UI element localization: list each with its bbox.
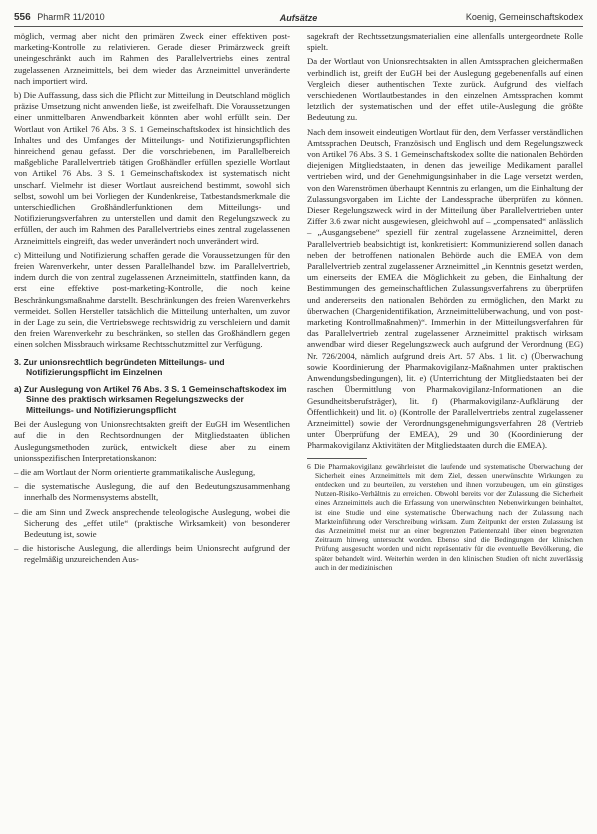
footnote-rule [307, 458, 367, 459]
left-column [14, 31, 290, 569]
paragraph: sagekraft der Rechtssetzungsmaterialien eine allenfalls untergeordnete Rolle spielt. [307, 31, 583, 53]
right-column [307, 31, 583, 572]
footnote: 6 Die Pharmakovigilanz gewährleistet die laufende und systematische Überwachung der Sicherheit eines Arzneimittels mit dem Ziel, dessen unerwünschte Wirkungen zu entdecken und zu beurteilen, zu verstehen und ihnen vorzubeugen, um ein günstiges Nutzen-Risiko-Verhältnis zu erreichen. Obwohl bereits vor der Zulassung die Sicherheit eines Arzneimittels auch die Erfassung von unerwünschten Nebenwirkungen beinhaltet, ist eine Studie und eine systematische Überwachung nach der Zulassung nach Markteinführung oder Verschreibung wirksam. Zum Zeitpunkt der ersten Zulassung ist das Arzneimittel meist nur an einer begrenzten Patientenzahl über einen begrenzten Zeitraum hinweg untersucht worden. Ebenso sind die Bedingungen der klinischen Prüfung ausgesucht worden und nicht repräsentativ für die eventuelle Bevölkerung, die später behandelt wird. Weiterhin werden in den klinischen Studien oft nicht zuverlässig auch in der medizinischen [307, 461, 583, 572]
list-item: – die am Wortlaut der Norm orientierte grammatikalische Auslegung, [14, 467, 256, 477]
paragraph: c) Mitteilung und Notifizierung schaffen gerade die Voraussetzungen für den freien Warenverkehr, unter dessen Parallelhandel bzw. im Parallelvertrieb, indem durch die von zentral zugelassenen Arzneimitteln, stattfinden kann, da erst eine effektive post-marketing-Kontrolle, die noch keine Beschränkungsmaßnahme darstellt. Beschränkungen des freien Warenverkehrs vermeidet. Sollen Hersteller tatsächlich die Mitteilung unterhalten, um zuvor in der Lage zu sein, die Vertriebswege rechtswidrig zu verschleiern und damit den freien Warenverkehr zu beschränken, so stellen das Großhändlern gegen einen solchen Missbrauch wirksame Rechtsschutzmittel zur Verfügung. [14, 249, 290, 350]
page-number: 556 [14, 12, 31, 23]
paragraph: b) Die Auffassung, dass sich die Pflicht zur Mitteilung in Deutschland möglich präzise Umsetzung nicht anwenden ließe, ist zweifelhaft. Die Voraussetzungen einer unmittelbaren Anwendbarkeit könnten aber wohl erfüllt sein. Der Wortlaut von Artikel 76 Abs. 3 S. 1 Gemeinschaftskodex ist hinsichtlich des Inhaltes und des Umfanges der Mitteilungs- und Notifizierungspflichten hinreichend genau gefasst. Der die vorschriebenen, im Parallelbereich maßgebliche Parallelvertrieb tätigen Großhändler erfüllen spezielle Wortlaut von Artikel 76 Abs. 3 S. 1 Gemeinschaftskodex ist systematisch nicht unscharf. Vielmehr ist dieser Wortlaut ausreichend bestimmt, sowohl sich selbst, sowohl um bei Vorliegen der Kundenkreise, Tatbestandsmerkmale die unterschiedlichen Großhändlerfunktionen dem Mitteilungs- und Notifizierungsverfahren zu unterstellen und damit den Regelungszweck zu erfüllen, der auch im Rahmen des Parallelvertriebs eines zentral zugelassenen Arzneimittels eingreift, das weder unverändert noch unverändert wird. [14, 90, 290, 246]
journal-issue: PharmR 11/2010 [37, 12, 105, 22]
page-header [14, 9, 583, 31]
section-title: Aufsätze [279, 13, 318, 23]
interpretation-list [14, 467, 290, 566]
header-rule [14, 26, 583, 27]
paragraph: Da der Wortlaut von Unionsrechtsakten in allen Amtssprachen gleichermaßen verbindlich ist, greift der EuGH bei der Auslegung gegebenenfalls auf einen Vergleich dieser authentischen Texte zurück. Aufgrund des vielfach verschiedenen Wortlautbestandes in den einzelnen Amtssprachen kommt letztlich der systematischen und der effet utile-Auslegung die größte Bedeutung zu. [307, 56, 583, 123]
paragraph: Bei der Auslegung von Unionsrechtsakten greift der EuGH im Wesentlichen auf die in den Rechtsordnungen der Mitgliedstaaten üblichen Auslegungsmethoden zurück, entwickelt diese aber zu einem unionsspezifischen Interpretationskanon: [14, 419, 290, 463]
subsection-heading: a) Zur Auslegung von Artikel 76 Abs. 3 S. 1 Gemeinschaftskodex im Sinne des praktisch wirksamen Regelungszwecks der Mitteilungs- und Notifizierungspflicht [14, 383, 287, 415]
list-item: – die am Sinn und Zweck ansprechende teleologische Auslegung, wobei die Sicherung des „effet utile“ (praktische Wirksamkeit) von besonderer Bedeutung ist, sowie [14, 506, 290, 540]
list-item: – die historische Auslegung, die allerdings beim Unionsrecht aufgrund der regelmäßig unzureichenden Aus- [14, 543, 290, 565]
paragraph: Nach dem insoweit eindeutigen Wortlaut für den, dem Verfasser verständlichen Amtssprachen Deutsch, Französisch und Englisch und dem Regelungszweck von Artikel 76 Abs. 3 S. 1 Gemeinschaftskodex sollte die nationalen Behörden diejenigen Mitgliedstaaten, in denen das jeweilige Medikament parallel vertrieben wird, und der Genehmigungsinhaber in die Lage versetzt werden, von den Warenströmen überhaupt Kenntnis zu erlangen, um die Einhaltung der Zulassungsvorgaben im Lichte der Landessprache überprüfen zu können. Dieser Regelungszweck wird in der Mitteilung über Parallelvertrieben unter Ziffer 3.6 zwar nicht ausgewiesen, gleichwohl auf – „compensated“ anlässlich – „Ausgangsebene“ speziell für zentral zugelassene Arzneimittel, deren Parallelvertrieb beabsichtigt ist, konkretisiert: Kommunizierend sollen danach neben der betroffenen nationalen Behörde auch die EMEA von dem Parallelvertrieb zentral zugelassener Arzneimittel „in Kenntnis gesetzt werden, um einerseits der EMEA die Möglichkeit zu geben, die Einhaltung der Bestimmungen des gemeinschaftlichen Zulassungsverfahrens zu überprüfen und andererseits den nationalen Behörden zu ermöglichen, den Markt zu überwachen (Chargenidentifikation, Arzneimittelüberwachung, und von post-marketing Kontrollmaßnahmen)“. Immerhin in der Mitteilungsverfahren für das Parallelvertrieb zentral zugelassener Arzneimittel praktisch wirksam anwendbar wird dieser Regelungszweck auch aufgrund der Verordnung (EG) Nr. 726/2004, nämlich aufgrund dreis Art. 57 Abs. 1 lit. c) (Überwachung sowie Koordinierung der Pharmakovigilanz-Maßnahmen unter praktischen Anwendungsbedingungen), lit. e) (Unterrichtung der Mitgliedstaaten bei der raschen Übermittlung von Pharmakovigilanz-Informationen an die Gesundheitsberufsträger), lit. f) (Pharmakovigilanz-Aufklärung der Öffentlichkeit) und lit. o) (Kontrolle der Parallelvertriebs zentral zugelassener Arzneimittel) sowie der Verordnungsgenehmigungsverfahren 28 (Vertrieb unter Überprüfung der EMEA), 29 und 30 (Koordinierung der Pharmakovigilanz Aktivitäten der Mitgliedstaaten durch die EMEA). [307, 126, 583, 451]
running-title: Koenig, Gemeinschaftskodex [465, 12, 583, 22]
section-heading: 3. Zur unionsrechtlich begründeten Mitteilungs- und Notifizierungspflicht im Einzelnen [14, 356, 225, 378]
list-item: – die systematische Auslegung, die auf den Bedeutungszusammenhang innerhalb des Normensystems abstellt, [14, 481, 290, 503]
paragraph: möglich, vermag aber nicht den primären Zweck einer effektiven post-marketing-Kontrolle zu relativieren. Gerade dieser Primärzweck greift uneingeschränkt auch im Rahmen des Parallelvertriebs eines zentral zugelassenen Arzneimittels, bei dem wieder das Arzneimittel unveränderte nach importiert wird. [14, 31, 290, 86]
